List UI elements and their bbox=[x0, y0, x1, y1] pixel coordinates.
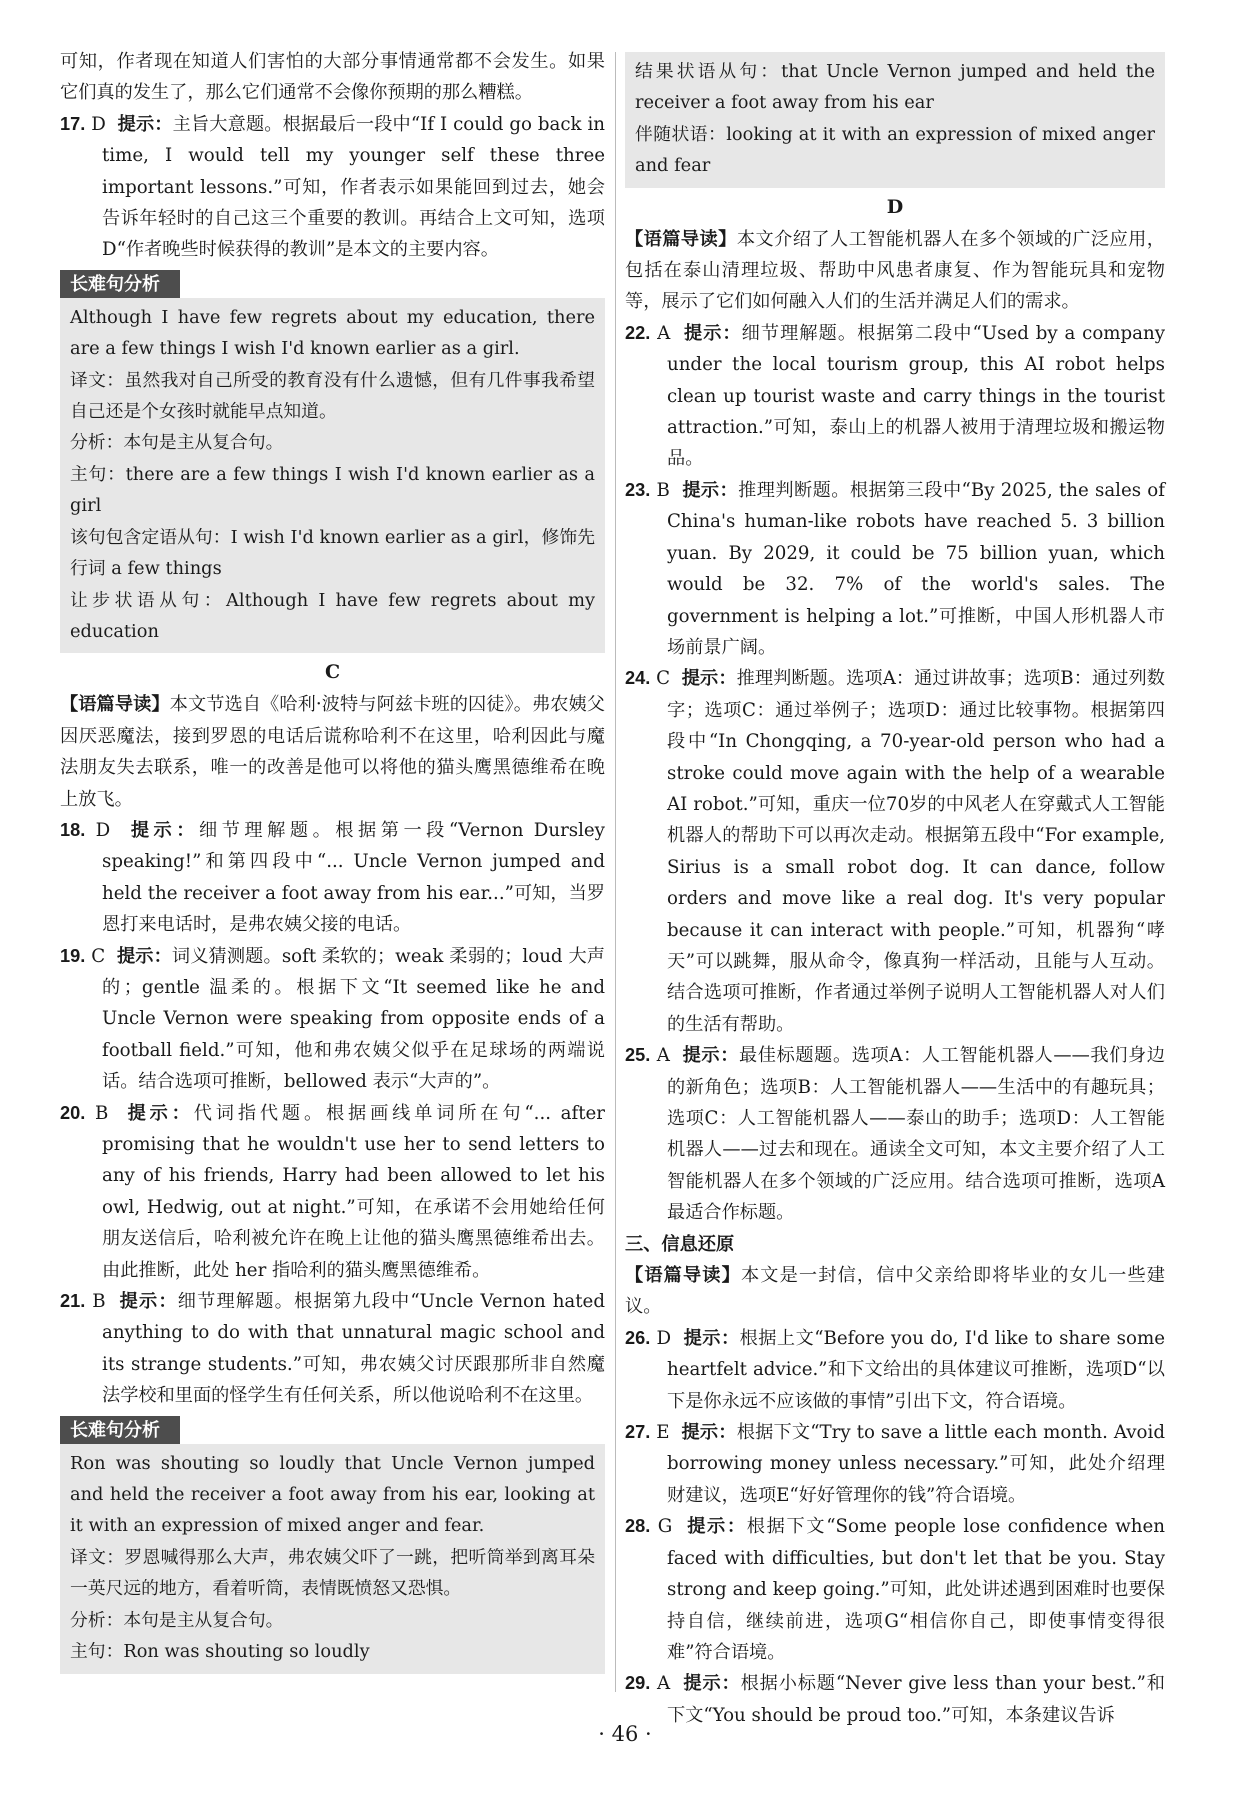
answer-item-22: 22. A 提示：细节理解题。根据第二段中“Used by a company under the local tourism group, this AI robot helps clean up tourist waste and carry things in the tourist attraction.”可知，泰山上的机器人被用于清理垃圾和搬运物品。 bbox=[625, 322, 1165, 470]
box-line: 译文：罗恩喊得那么大声，弗农姨父吓了一跳，把听筒举到离耳朵一英尺远的地方，看着听筒，表情既愤怒又恐惧。 bbox=[70, 1546, 595, 1600]
box-line: 分析：本句是主从复合句。 bbox=[70, 432, 284, 454]
long-sentence-analysis-box-2-continued bbox=[625, 52, 1165, 188]
answer-item-25: 25. A 提示：最佳标题题。选项A：人工智能机器人——我们身边的新角色；选项B：人工智能机器人——生活中的有趣玩具；选项C：人工智能机器人——泰山的助手；选项D：人工智能机器人——过去和现在。通读全文可知，本文主要介绍了人工智能机器人在多个领域的广泛应用。结合选项可推断，选项A最适合作标题。 bbox=[625, 1045, 1165, 1224]
box-line: Ron was shouting so loudly that Uncle Vernon jumped and held the receiver a foot away from his ear, looking at it with an expression of mixed anger and fear. bbox=[70, 1452, 595, 1537]
answer-item-27: 27. E 提示：根据下文“Try to save a little each month. Avoid borrowing money unless necessary.”可知，此处介绍理财建议，选项E“好好管理你的钱”符合语境。 bbox=[625, 1422, 1165, 1506]
right-column bbox=[625, 46, 1165, 1731]
answer-item-19: 19. C 提示：词义猜测题。soft 柔软的；weak 柔弱的；loud 大声的；gentle 温柔的。根据下文“It seemed like he and Uncle Vernon were speaking from opposite ends of a football field.”可知，他和弗农姨父似乎在足球场的两端说话。结合选项可推断，bellowed 表示“大声的”。 bbox=[60, 945, 605, 1093]
answer-item-18: 18. D 提示：细节理解题。根据第一段“Vernon Dursley speaking!”和第四段中“... Uncle Vernon jumped and held the receiver a foot away from his ear...”可知，当罗恩打来电话时，是弗农姨父接的电话。 bbox=[60, 819, 605, 936]
answer-item-26: 26. D 提示：根据上文“Before you do, I'd like to share some heartfelt advice.”和下文给出的具体建议可推断，选项D“以下是你永远不应该做的事情”引出下文，符合语境。 bbox=[625, 1327, 1165, 1412]
answer-item-23: 23. B 提示：推理判断题。根据第三段中“By 2025, the sales of China's human-like robots have reached 5. 3 billion yuan. By 2029, it could be 75 billion yuan, which would be 32. 7% of the world's sales. The government is helping a lot.”可推断，中国人形机器人市场前景广阔。 bbox=[625, 479, 1165, 658]
box-line: Although I have few regrets about my education, there are a few things I wish I'd known earlier as a girl. bbox=[70, 306, 595, 360]
section-heading-d: D bbox=[886, 195, 904, 218]
answer-item-29: 29. A 提示：根据小标题“Never give less than your best.”和下文“You should be proud too.”可知，本条建议告诉 bbox=[625, 1673, 1165, 1726]
passage-intro-d: 【语篇导读】本文介绍了人工智能机器人在多个领域的广泛应用，包括在泰山清理垃圾、帮助中风患者康复、作为智能玩具和宠物等，展示了它们如何融入人们的生活并满足人们的需求。 bbox=[625, 228, 1165, 313]
box-line: 分析：本句是主从复合句。 bbox=[70, 1609, 284, 1631]
box-line: 主句：there are a few things I wish I'd known earlier as a girl bbox=[70, 463, 595, 517]
box-line: 让步状语从句：Although I have few regrets about my education bbox=[70, 589, 595, 642]
answer-item-28: 28. G 提示：根据下文“Some people lose confidence when faced with difficulties, but don't let that be you. Stay strong and keep going.”可知，此处讲述遇到困难时也要保持自信，继续前进，选项G“相信你自己，即使事情变得很难”符合语境。 bbox=[625, 1516, 1165, 1663]
box-line: 该句包含定语从句：I wish I'd known earlier as a girl，修饰先行词 a few things bbox=[70, 526, 595, 580]
answer-item-20: 20. B 提示：代词指代题。根据画线单词所在句“... after promising that he wouldn't use her to send letters to any of his friends, Harry had been allowed to let his owl, Hedwig, out at night.”可知，在承诺不会用她给任何朋友送信后，哈利被允许在晚上让他的猫头鹰黑德维希出去。由此推断，此处 her 指哈利的猫头鹰黑德维希。 bbox=[60, 1102, 605, 1281]
box-line: 译文：虽然我对自己所受的教育没有什么遗憾，但有几件事我希望自己还是个女孩时就能早点知道。 bbox=[70, 369, 595, 423]
long-sentence-analysis-box-1 bbox=[60, 298, 605, 653]
page-number: · 46 · bbox=[598, 1722, 652, 1746]
section-heading-info-restore: 三、信息还原 bbox=[625, 1233, 735, 1254]
column-divider bbox=[615, 52, 616, 1692]
paragraph-continuation: 可知，作者现在知道人们害怕的大部分事情通常都不会发生。如果它们真的发生了，那么它们通常不会像你预期的那么糟糕。 bbox=[60, 51, 605, 104]
answer-item-17: 17. D 提示：主旨大意题。根据最后一段中“If I could go back in time, I would tell my younger self these three important lessons.”可知，作者表示如果能回到过去，她会告诉年轻时的自己这三个重要的教训。再结合上文可知，选项D“作者晚些时候获得的教训”是本文的主要内容。 bbox=[60, 113, 605, 261]
long-sentence-analysis-box-2 bbox=[60, 1444, 605, 1674]
passage-intro-c: 【语篇导读】本文节选自《哈利·波特与阿兹卡班的囚徒》。弗农姨父因厌恶魔法，接到罗恩的电话后谎称哈利不在这里，哈利因此与魔法朋友失去联系，唯一的改善是他可以将他的猫头鹰黑德维希在晚上放飞。 bbox=[60, 694, 605, 810]
box-line: 结果状语从句：that Uncle Vernon jumped and held the receiver a foot away from his ear bbox=[635, 61, 1155, 114]
answer-item-24: 24. C 提示：推理判断题。选项A：通过讲故事；选项B：通过列数字；选项C：通过举例子；选项D：通过比较事物。根据第四段中“In Chongqing, a 70-year-old person who had a stroke could move again with the help of a wearable AI robot.”可知，重庆一位70岁的中风老人在穿戴式人工智能机器人的帮助下可以再次走动。根据第五段中“For example, Sirius is a small robot dog. It can dance, follow orders and move like a real dog. It's very popular because it can interact with people.”可知，机器狗“哮天”可以跳舞，服从命令，像真狗一样活动，且能与人互动。结合选项可推断，作者通过举例子说明人工智能机器人对人们的生活有帮助。 bbox=[625, 668, 1165, 1035]
section-heading-c: C bbox=[324, 661, 341, 684]
box-title-long-sentence-1: 长难句分析 bbox=[60, 270, 180, 298]
box-line: 主句：Ron was shouting so loudly bbox=[70, 1641, 370, 1663]
answer-item-21: 21. B 提示：细节理解题。根据第九段中“Uncle Vernon hated anything to do with that unnatural magic school and its strange students.”可知，弗农姨父讨厌跟那所非自然魔法学校和里面的怪学生有任何关系，所以他说哈利不在这里。 bbox=[60, 1291, 605, 1407]
box-title-long-sentence-2: 长难句分析 bbox=[60, 1416, 180, 1444]
box-line: 伴随状语：looking at it with an expression of mixed anger and fear bbox=[635, 123, 1155, 177]
left-column bbox=[60, 46, 605, 1676]
passage-intro-3: 【语篇导读】本文是一封信，信中父亲给即将毕业的女儿一些建议。 bbox=[625, 1265, 1165, 1318]
